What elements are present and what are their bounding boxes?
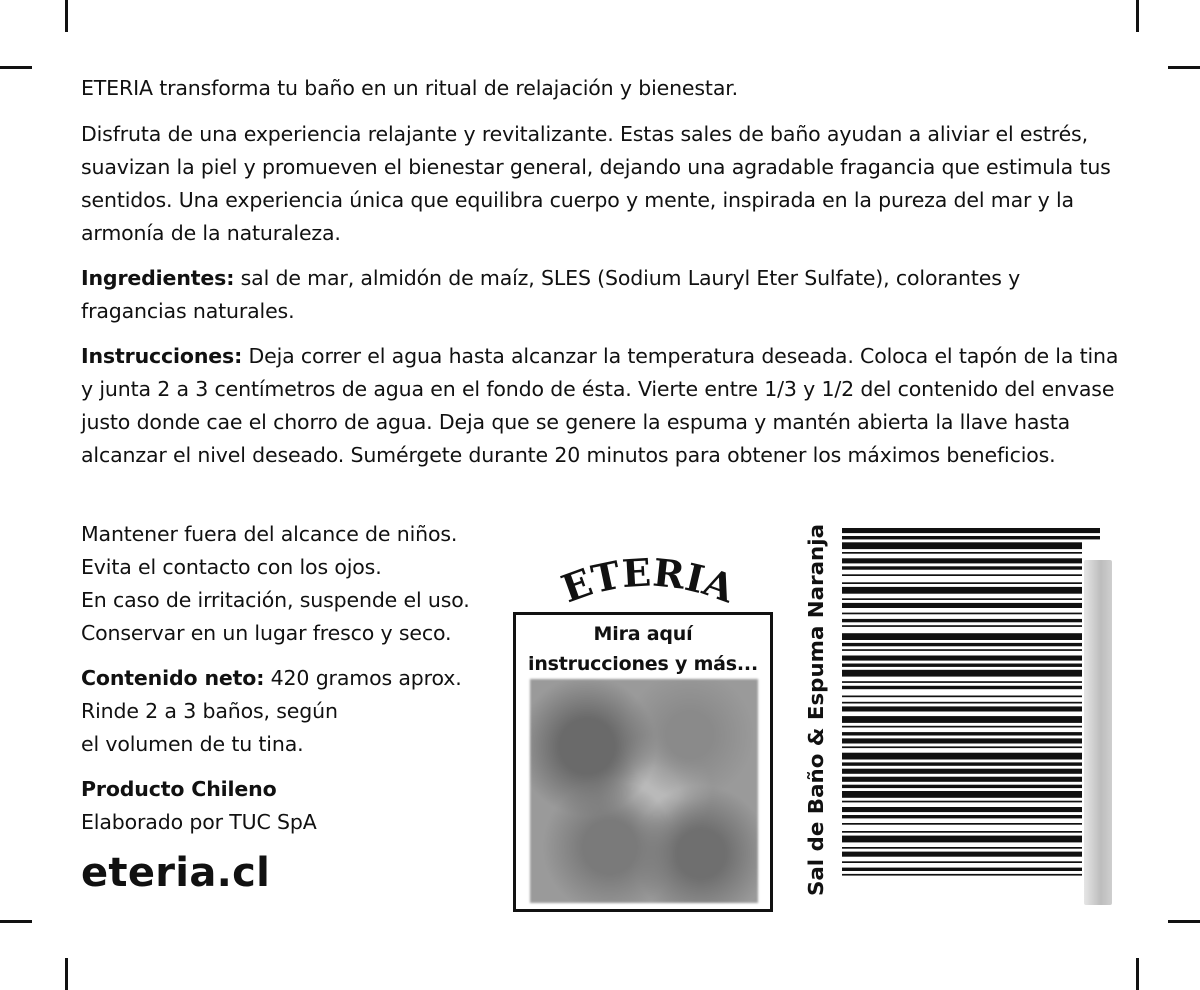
warning-line: Evita el contacto con los ojos.	[81, 555, 382, 579]
barcode-bar	[842, 801, 1082, 803]
crop-mark-top-right	[1136, 0, 1139, 32]
product-name-vertical	[794, 520, 834, 900]
barcode-bar	[842, 852, 1082, 857]
net-content-value: 420 gramos aprox.	[264, 666, 462, 690]
crop-mark-top-left	[65, 0, 68, 32]
net-content	[81, 662, 511, 695]
barcode-bar	[842, 574, 1082, 576]
crop-mark-bottom-right	[1136, 958, 1139, 990]
ingredients-label: Ingredientes:	[81, 266, 235, 290]
barcode-bar	[842, 716, 1082, 723]
barcode-bar	[842, 686, 1082, 689]
barcode-bar	[842, 558, 1082, 563]
barcode-bar	[842, 613, 1082, 615]
barcode-bar	[842, 542, 1082, 549]
barcode-bar	[842, 696, 1082, 698]
barcode-bar	[842, 732, 1082, 735]
crop-mark-right-top	[1168, 66, 1200, 69]
barcode-bar	[842, 785, 1082, 788]
barcode-bar	[842, 807, 1082, 812]
crop-mark-left-top	[0, 66, 32, 69]
barcode-bar	[842, 762, 1082, 765]
qr-caption-line1: Mira aquí	[593, 623, 693, 645]
warning-line: Mantener fuera del alcance de niños.	[81, 522, 458, 546]
barcode-bar	[842, 868, 1082, 871]
barcode-bar	[842, 643, 1082, 646]
yield-line: el volumen de tu tina.	[81, 732, 304, 756]
website-link[interactable]: eteria.cl	[81, 850, 271, 896]
barcode-icon	[842, 528, 1102, 880]
barcode-bar	[842, 582, 1082, 584]
barcode-bar	[842, 536, 1100, 539]
crop-mark-left-bottom	[0, 920, 32, 923]
svg-text:ETERIA	[556, 550, 741, 612]
ingredients-section	[81, 262, 1126, 328]
barcode-bar	[842, 874, 1082, 876]
barcode-bar	[842, 706, 1082, 711]
barcode-bar	[842, 753, 1082, 760]
barcode-bar	[842, 625, 1082, 627]
barcode-bar	[842, 552, 1082, 554]
net-content-label: Contenido neto:	[81, 666, 265, 690]
barcode-bar	[842, 598, 1082, 600]
barcode-bar	[842, 847, 1082, 849]
barcode-bar	[842, 664, 1082, 667]
product-name: Sal de Baño & Espuma Naranja	[804, 547, 828, 896]
barcode-bar	[842, 791, 1082, 798]
warning-line: En caso de irritación, suspende el uso.	[81, 588, 470, 612]
qr-code-icon[interactable]	[530, 679, 758, 903]
barcode-bar	[842, 831, 1082, 833]
instructions-label: Instrucciones:	[81, 344, 243, 368]
logo-text: ETERIA	[555, 549, 741, 612]
description-text: Disfruta de una experiencia relajante y revitalizante. Estas sales de baño ayudan a aliviar el estrés, suavizan la piel y promueven el bienestar general, dejando una agradable fragancia que estimula tus sentidos. Una experiencia única que equilibra cuerpo y mente, inspirada en la pureza del mar y la armonía de la naturaleza.	[81, 122, 1111, 245]
barcode-bar	[842, 777, 1082, 782]
barcode-bar	[842, 702, 1082, 704]
barcode-bar	[842, 566, 1082, 569]
barcode-bar	[842, 649, 1082, 651]
barcode-bar	[842, 603, 1082, 608]
barcode-bar	[842, 528, 1100, 533]
barcode-bar	[842, 836, 1082, 843]
ingredients-text: sal de mar, almidón de maíz, SLES (Sodium Lauryl Eter Sulfate), colorantes y fragancias naturales.	[81, 266, 1021, 323]
barcode-bar	[842, 587, 1082, 594]
barcode-bar	[842, 681, 1082, 683]
yield-line: Rinde 2 a 3 baños, según	[81, 699, 338, 723]
origin-title: Producto Chileno	[81, 777, 277, 801]
instructions-text: Deja correr el agua hasta alcanzar la temperatura deseada. Coloca el tapón de la tina y junta 2 a 3 centímetros de agua en el fondo de ésta. Vierte entre 1/3 y 1/2 del contenido del envase justo donde cae el chorro de agua. Deja que se genere la espuma y mantén abierta la llave hasta alcanzar el nivel deseado. Sumérgete durante 20 minutos para obtener los máximos beneficios.	[81, 344, 1119, 467]
barcode-bar	[842, 670, 1082, 677]
crop-mark-bottom-left	[65, 958, 68, 990]
qr-frame	[513, 612, 773, 912]
barcode-bar	[842, 823, 1082, 825]
barcode-bar	[842, 656, 1082, 661]
barcode-edge-shadow	[1084, 560, 1112, 905]
barcode-bar	[842, 633, 1082, 640]
intro-text: ETERIA transforma tu baño en un ritual de relajación y bienestar.	[81, 76, 738, 100]
barcode-bar	[842, 619, 1082, 622]
barcode-bar	[842, 746, 1082, 748]
barcode-bar	[842, 769, 1082, 774]
barcode-bar	[842, 726, 1082, 728]
maker-line: Elaborado por TUC SpA	[81, 810, 317, 834]
left-column	[81, 518, 511, 899]
eteria-logo	[548, 548, 748, 618]
warning-line: Conservar en un lugar fresco y seco.	[81, 621, 452, 645]
instructions-section	[81, 340, 1126, 472]
barcode-bar	[842, 738, 1082, 743]
crop-mark-right-bottom	[1168, 920, 1200, 923]
barcode-bar	[842, 861, 1082, 863]
barcode-bar	[842, 815, 1082, 818]
qr-caption-line2: instrucciones y más...	[528, 653, 758, 675]
